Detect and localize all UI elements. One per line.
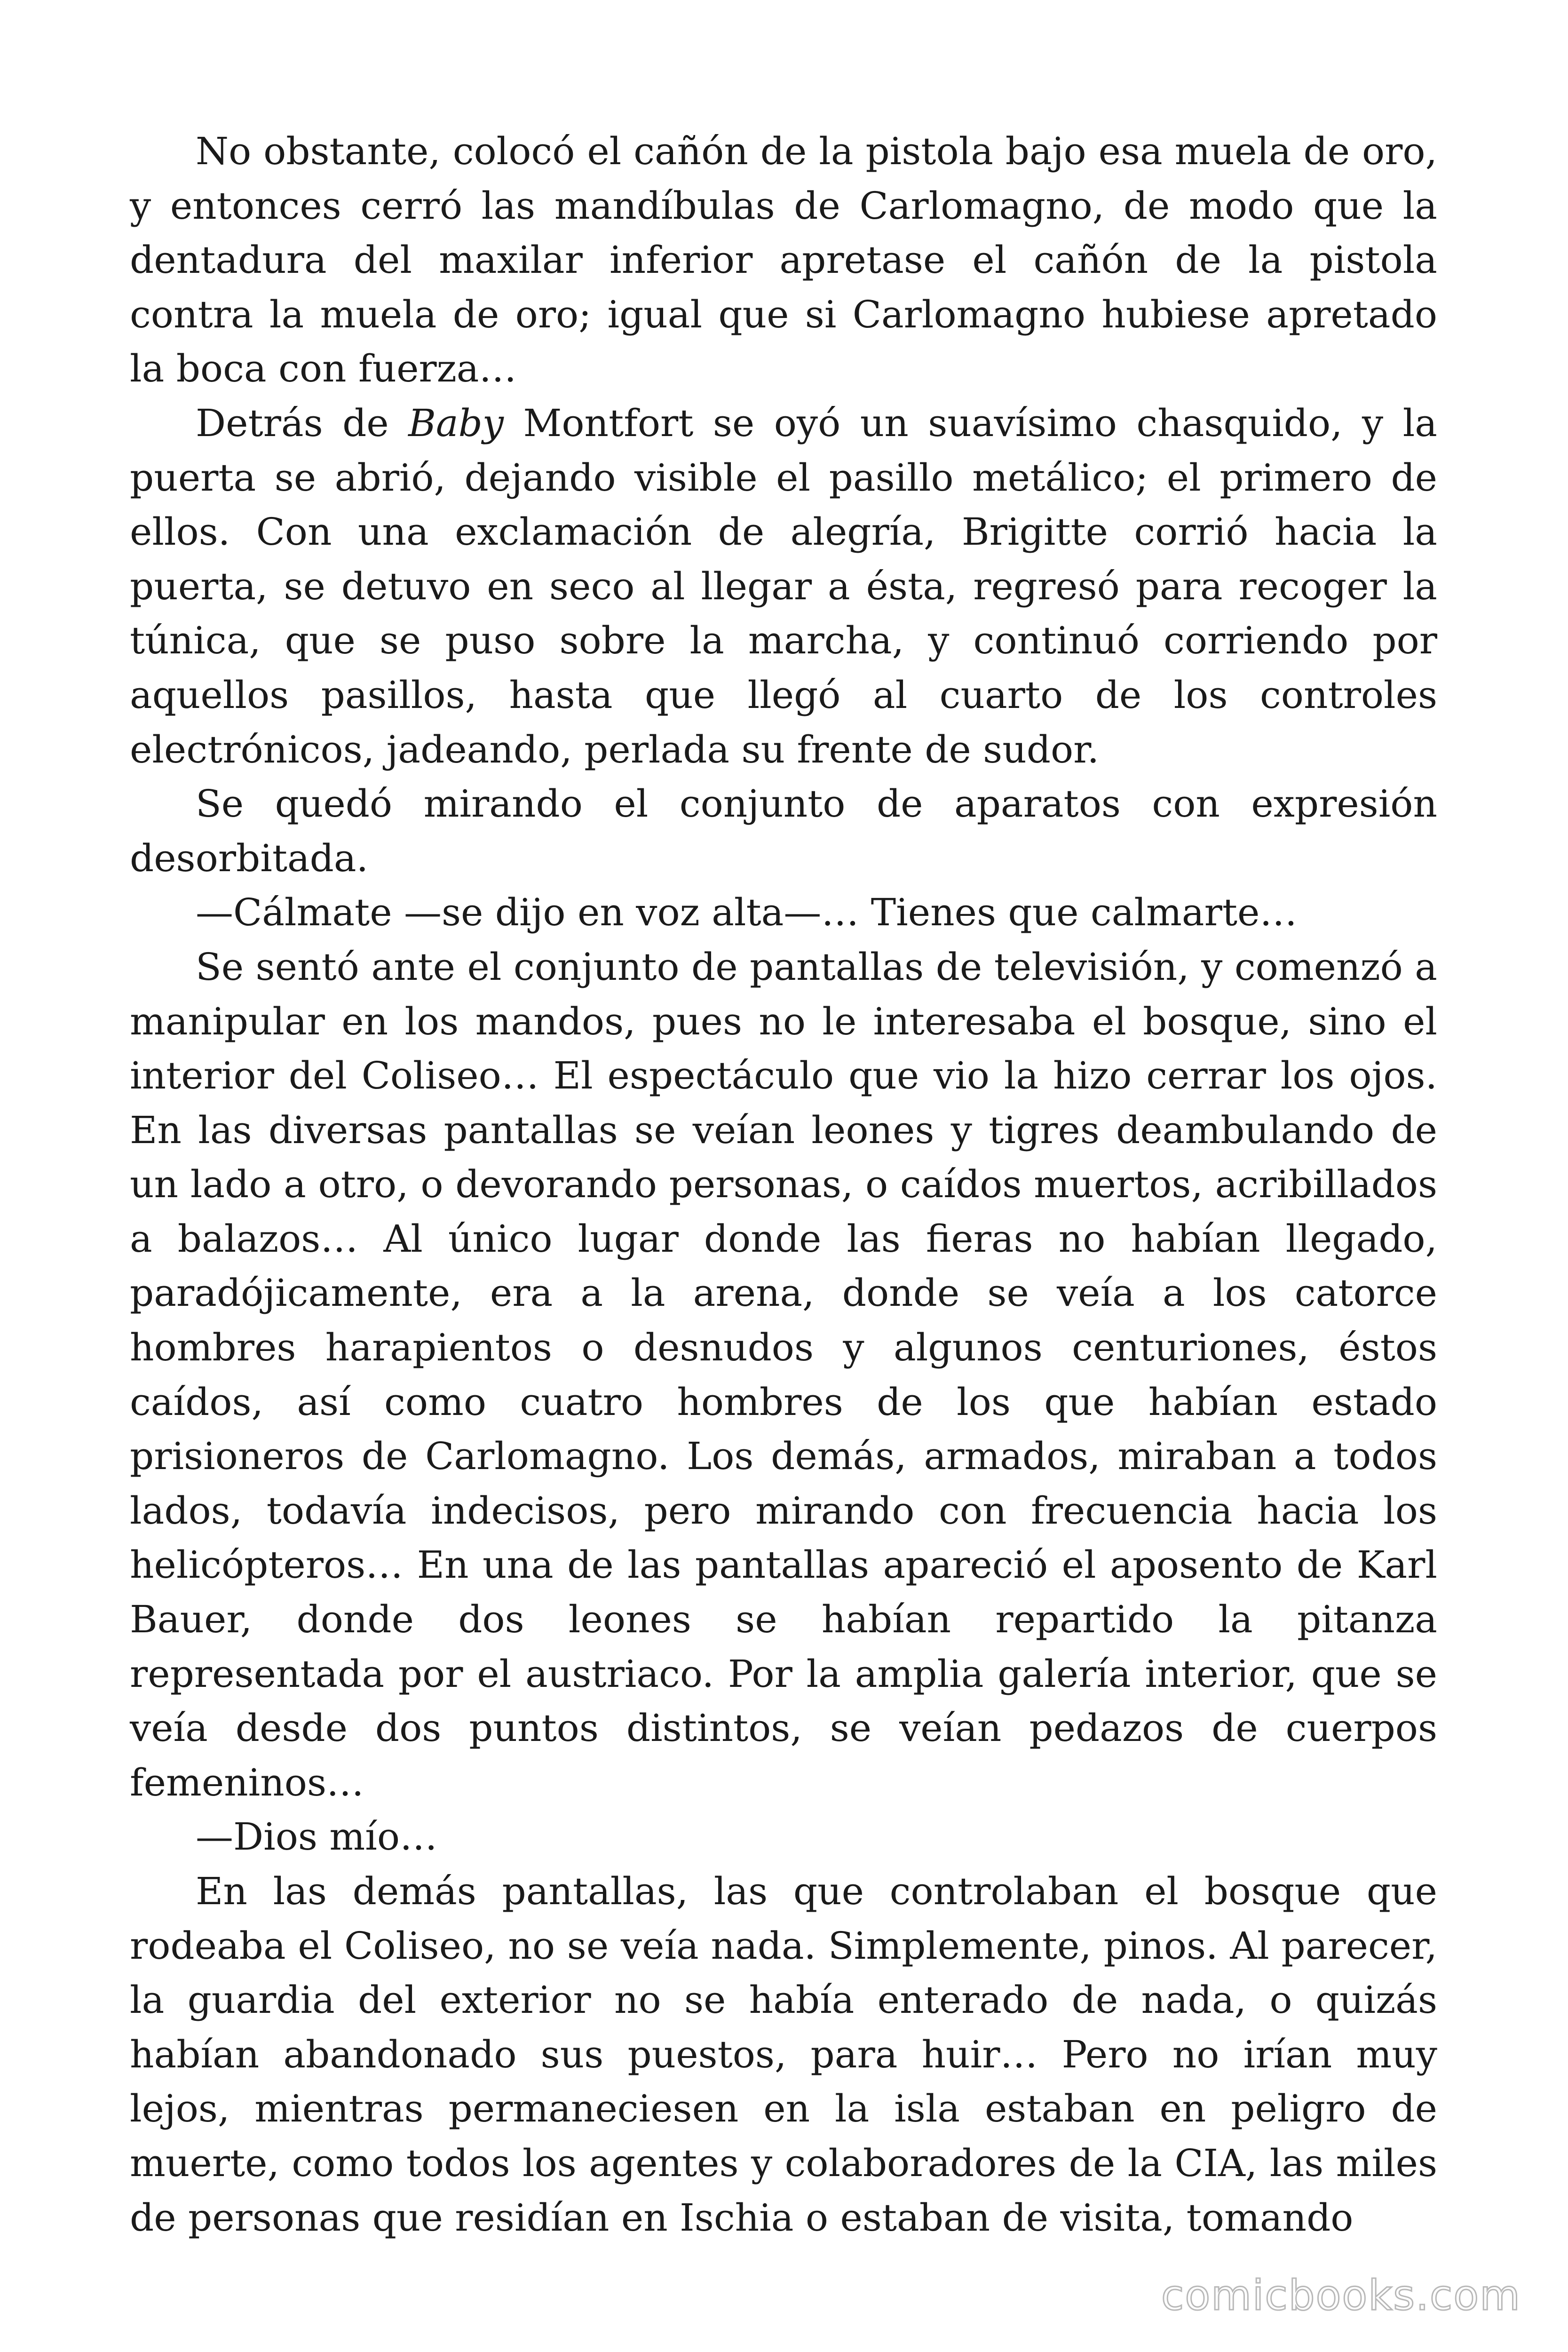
paragraph: No obstante, colocó el cañón de la pistola bajo esa muela de oro, y entonces cerró las mandíbulas de Carlomagno, de modo que la dentadura del maxilar inferior apretase el cañón de la pistola contra la muela de oro; igual que si Carlomagno hubiese apretado la boca con fuerza… (130, 129, 1437, 391)
text-run: Montfort se oyó un suavísimo chasquido, y la puerta se abrió, dejando visible el pasillo metálico; el primero de ellos. Con una exclamación de alegría, Brigitte corrió hacia la puerta, se detuvo en seco al llegar a ésta, regresó para recoger la túnica, que se puso sobre la marcha, y continuó corriendo por aquellos pasillos, hasta que llegó al cuarto de los controles electrónicos, jadeando, perlada su frente de sudor. (130, 401, 1437, 771)
paragraph: Se sentó ante el conjunto de pantallas de televisión, y comenzó a manipular en los mandos, pues no le interesaba el bosque, sino el interior del Coliseo… El espectáculo que vio la hizo cerrar los ojos. En las diversas pantallas se veían leones y tigres deambulando de un lado a otro, o devorando personas, o caídos muertos, acribillados a balazos… Al único lugar donde las fieras no habían llegado, paradójicamente, era a la arena, donde se veía a los catorce hombres harapientos o desnudos y algunos centuriones, éstos caídos, así como cuatro hombres de los que habían estado prisioneros de Carlomagno. Los demás, armados, miraban a todos lados, todavía indecisos, pero mirando con frecuencia hacia los helicópteros… En una de las pantallas apareció el aposento de Karl Bauer, donde dos leones se habían repartido la pitanza representada por el austriaco. Por la amplia galería interior, que se veía desde dos puntos distintos, se veían pedazos de cuerpos femeninos… (130, 945, 1437, 1804)
text-run: Detrás de (196, 401, 409, 445)
paragraph: En las demás pantallas, las que controlaban el bosque que rodeaba el Coliseo, no se veía nada. Simplemente, pinos. Al parecer, la guardia del exterior no se había enterado de nada, o quizás habían abandonado sus puestos, para huir… Pero no irían muy lejos, mientras permaneciesen en la isla estaban en peligro de muerte, como todos los agentes y colaboradores de la CIA, las miles de personas que residían en Ischia o estaban de visita, tomando (130, 1869, 1437, 2240)
body-text (130, 124, 1437, 2245)
paragraph (130, 396, 1437, 777)
dialogue-paragraph: —Dios mío… (196, 1815, 437, 1859)
watermark: comicbooks.com (1161, 2271, 1521, 2320)
paragraph: Se quedó mirando el conjunto de aparatos con expresión desorbitada. (130, 782, 1437, 880)
dialogue-paragraph: —Cálmate —se dijo en voz alta—… Tienes que calmarte… (196, 890, 1298, 935)
italic-word: Baby (408, 401, 504, 445)
